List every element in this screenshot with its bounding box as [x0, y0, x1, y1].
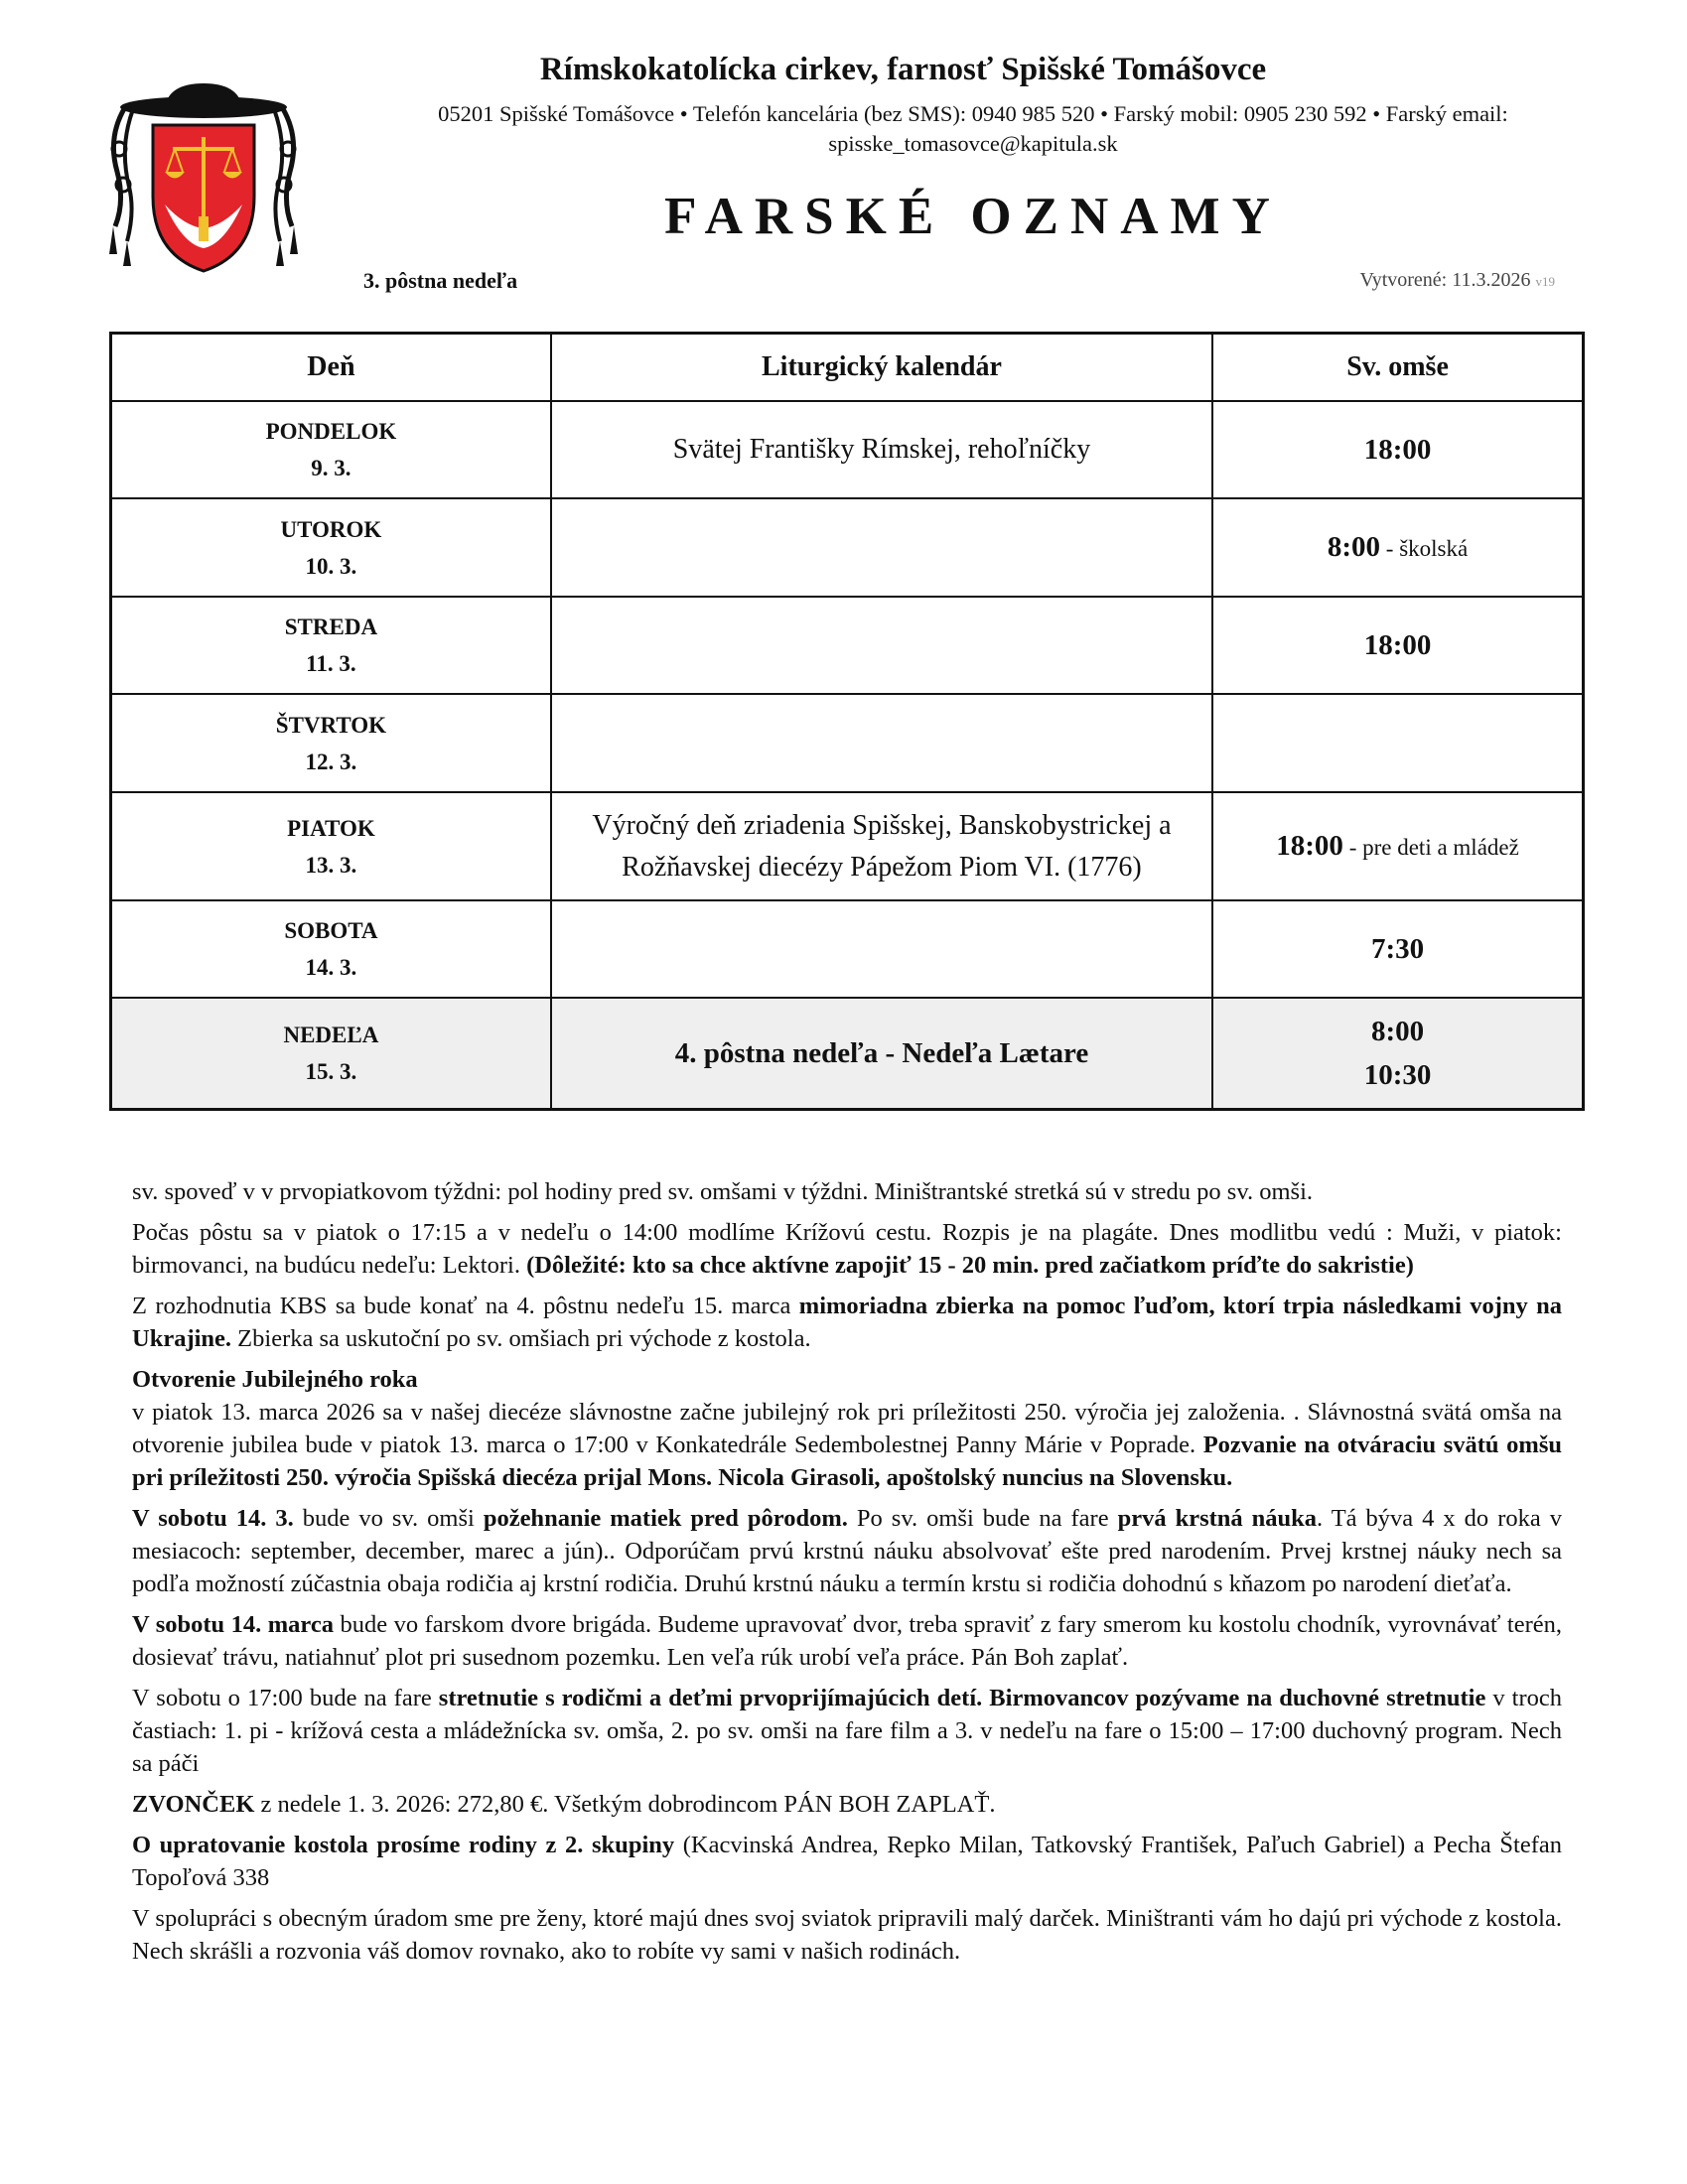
- day-date: 12. 3.: [305, 749, 357, 774]
- announcement: [132, 1175, 1562, 1208]
- mass-cell: [1212, 900, 1583, 998]
- parish-title: Rímskokatolícka cirkev, farnosť Spišské Tomášovce: [539, 52, 1267, 87]
- liturgy-cell: [551, 694, 1212, 792]
- announcement-emphasis: požehnanie matiek pred pôrodom.: [483, 1505, 848, 1532]
- liturgy-cell: 4. pôstna nedeľa - Nedeľa Lætare: [551, 998, 1212, 1109]
- mass-time: 18:00: [1276, 830, 1343, 862]
- announcement-emphasis: (Dôležité: kto sa chce aktívne zapojiť 15 - 20 min. pred začiatkom príďte do sakristie): [526, 1252, 1414, 1279]
- day-date: 15. 3.: [305, 1058, 357, 1084]
- announcement-text: Z rozhodnutia KBS sa bude konať na 4. pôstnu nedeľu 15. marca: [132, 1293, 799, 1319]
- announcement-text: Po sv. omši bude na fare: [847, 1505, 1118, 1532]
- liturgy-cell: [551, 792, 1212, 900]
- day-cell: [111, 401, 551, 498]
- mass-time: 8:00: [1370, 1015, 1425, 1047]
- header-liturgy: Liturgický kalendár: [551, 334, 1212, 402]
- announcement-text: bude vo farskom dvore brigáda. Budeme upravovať dvor, treba spraviť z fary smerom ku kostolu chodník, vyrovnávať terén, dosievať trávu, natiahnuť plot pri susednom pozemku. Len veľa rúk urobí veľa práce. Pán Boh zaplať.: [132, 1611, 1562, 1671]
- announcement-emphasis: prvá krstná náuka: [1117, 1505, 1318, 1532]
- day-name: UTOROK: [280, 516, 382, 542]
- announcement-emphasis: V sobotu 14. 3.: [132, 1505, 294, 1532]
- announcement-emphasis: ZVONČEK: [132, 1791, 255, 1818]
- mass-note: - pre deti a mládež: [1342, 835, 1519, 860]
- announcement: [132, 1216, 1562, 1282]
- announcement-text: v piatok 13. marca 2026 sa v našej diecéze slávnostne začne jubilejný rok pri príležitosti 250. výročia jej založenia. . Slávnostná svätá omša na otvorenie jubilea bude v piatok 13. marca o 17:00 v Konkatedrále Sedembolestnej Panny Márie v Poprade.: [132, 1399, 1562, 1458]
- liturgy-cell: [551, 900, 1212, 998]
- announcement-text: . Tá býva 4 x do roka v mesiacoch: september, december, marec a jún).. Odporúčam prvú krstnú náuku absolvovať ešte pred narodením. Prvej krstnej náuky nech sa podľa možností zúčastnia obaja rodičia aj krstní rodičia. Druhú krstnú náuku a termín krstu si rodičia dohodnú s kňazom po narodení dieťaťa.: [132, 1505, 1562, 1597]
- announcement: [132, 1902, 1562, 1968]
- header-mass: Sv. omše: [1212, 334, 1583, 402]
- mass-cell: [1212, 792, 1583, 900]
- day-date: 11. 3.: [306, 651, 356, 676]
- table-row-sunday: [111, 998, 1584, 1109]
- liturgy-cell: [551, 498, 1212, 597]
- day-name: NEDEĽA: [283, 1022, 379, 1047]
- sunday-name: 3. pôstna nedeľa: [363, 268, 518, 293]
- announcement-text: bude vo sv. omši: [293, 1505, 484, 1532]
- created-label: Vytvorené: 11.3.2026: [1359, 269, 1531, 291]
- table-row: [111, 498, 1584, 597]
- announcement-text: z nedele 1. 3. 2026: 272,80 €. Všetkým dobrodincom PÁN BOH ZAPLAŤ.: [254, 1791, 996, 1818]
- table-row: [111, 401, 1584, 498]
- day-cell: [111, 597, 551, 694]
- announcement: [132, 1290, 1562, 1355]
- mass-time: 18:00: [1363, 433, 1432, 466]
- announcement: [132, 1682, 1562, 1780]
- day-name: STREDA: [284, 614, 378, 639]
- announcement: [132, 1788, 1562, 1821]
- liturgy-cell: Svätej Františky Rímskej, rehoľníčky: [551, 401, 1212, 498]
- announcement: [132, 1363, 1562, 1494]
- announcement-emphasis: mimoriadna zbierka na pomoc ľuďom, ktorí trpia následkami vojny na Ukrajine.: [132, 1293, 1562, 1352]
- contact-info: [357, 99, 1589, 159]
- day-cell: [111, 694, 551, 792]
- version-label: v19: [1535, 274, 1555, 289]
- table-row: [111, 694, 1584, 792]
- table-row: [111, 900, 1584, 998]
- day-date: 14. 3.: [305, 955, 357, 980]
- announcement-emphasis: stretnutie s rodičmi a deťmi prvoprijímajúcich detí. Birmovancov pozývame na duchovné stretnutie: [438, 1685, 1486, 1711]
- parish-coat-of-arms: [103, 77, 304, 276]
- table-row: [111, 792, 1584, 900]
- table-row: [111, 597, 1584, 694]
- mass-cell: [1212, 597, 1583, 694]
- announcement-heading: Otvorenie Jubilejného roka: [132, 1366, 418, 1393]
- day-cell: [111, 998, 551, 1109]
- liturgy-line: Výročný deň zriadenia Spišskej, Banskobystrickej a: [592, 809, 1172, 841]
- announcement-text: V sobotu o 17:00 bude na fare: [132, 1685, 439, 1711]
- announcement-emphasis: V sobotu 14. marca: [132, 1611, 334, 1638]
- day-name: PIATOK: [287, 815, 375, 841]
- liturgy-line: Rožňavskej diecézy Pápežom Piom VI. (1776): [622, 851, 1142, 883]
- day-cell: [111, 900, 551, 998]
- announcement: [132, 1829, 1562, 1894]
- day-name: ŠTVRTOK: [275, 712, 387, 738]
- mass-time: 8:00: [1327, 531, 1381, 563]
- mass-cell: [1212, 694, 1583, 792]
- mass-time: 10:30: [1363, 1058, 1432, 1091]
- announcement-text: v troch častiach: 1. pi - krížová cesta a mládežnícka sv. omša, 2. po sv. omši na fare film a 3. v nedeľu na fare o 15:00 – 17:00 duchovný program. Nech sa páči: [132, 1685, 1563, 1777]
- day-date: 10. 3.: [305, 553, 357, 579]
- mass-cell: [1212, 401, 1583, 498]
- day-cell: [111, 498, 551, 597]
- created-date: [1359, 269, 1555, 292]
- liturgy-cell: [551, 597, 1212, 694]
- day-date: 9. 3.: [311, 456, 351, 480]
- day-cell: [111, 792, 551, 900]
- announcement: [132, 1502, 1562, 1600]
- announcement-text: Zbierka sa uskutoční po sv. omšiach pri východe z kostola.: [231, 1325, 811, 1352]
- announcement: [132, 1608, 1562, 1674]
- contact-email: spisske_tomasovce@kapitula.sk: [828, 131, 1118, 156]
- table-header-row: [111, 334, 1584, 402]
- mass-note: - školská: [1380, 536, 1469, 561]
- day-name: PONDELOK: [265, 419, 397, 444]
- day-date: 13. 3.: [305, 852, 357, 878]
- schedule-table: [109, 332, 1585, 1111]
- contact-line: 05201 Spišské Tomášovce • Telefón kancelária (bez SMS): 0940 985 520 • Farský mobil: 0905 230 592 • Farský email:: [438, 101, 1508, 126]
- announcements: [132, 1175, 1562, 1976]
- mass-cell: [1212, 998, 1583, 1109]
- announcement-text: Počas pôstu sa v piatok o 17:15 a v nedeľu o 14:00 modlíme Krížovú cestu. Rozpis je na plagáte. Dnes modlitbu vedú : Muži, v piatok: birmovanci, na budúcu nedeľu: Lektori.: [132, 1219, 1562, 1279]
- page-title: FARSKÉ OZNAMY: [664, 188, 1282, 245]
- announcement-emphasis: O upratovanie kostola prosíme rodiny z 2. skupiny: [132, 1832, 675, 1858]
- header-day: Deň: [111, 334, 551, 402]
- announcement-emphasis: Pozvanie na otváraciu svätú omšu pri príležitosti 250. výročia Spišská diecéza prijal Mons. Nicola Girasoli, apoštolský nuncius na Slovensku.: [132, 1432, 1563, 1491]
- announcement-text: (Kacvinská Andrea, Repko Milan, Tatkovský František, Paľuch Gabriel) a Pecha Štefan Topoľová 338: [132, 1832, 1562, 1891]
- mass-time: 7:30: [1370, 932, 1425, 965]
- mass-time: 18:00: [1363, 628, 1432, 661]
- day-name: SOBOTA: [284, 918, 378, 943]
- mass-cell: [1212, 498, 1583, 597]
- announcement-text: V spolupráci s obecným úradom sme pre ženy, ktoré majú dnes svoj sviatok pripravili malý darček. Miništranti vám ho dajú pri východe z kostola. Nech skrášli a rozvonia váš domov rovnako, ako to robíte vy sami v našich rodinách.: [132, 1905, 1562, 1965]
- announcement-text: sv. spoveď v v prvopiatkovom týždni: pol hodiny pred sv. omšami v týždni. Miništrantské stretká sú v stredu po sv. omši.: [132, 1178, 1314, 1205]
